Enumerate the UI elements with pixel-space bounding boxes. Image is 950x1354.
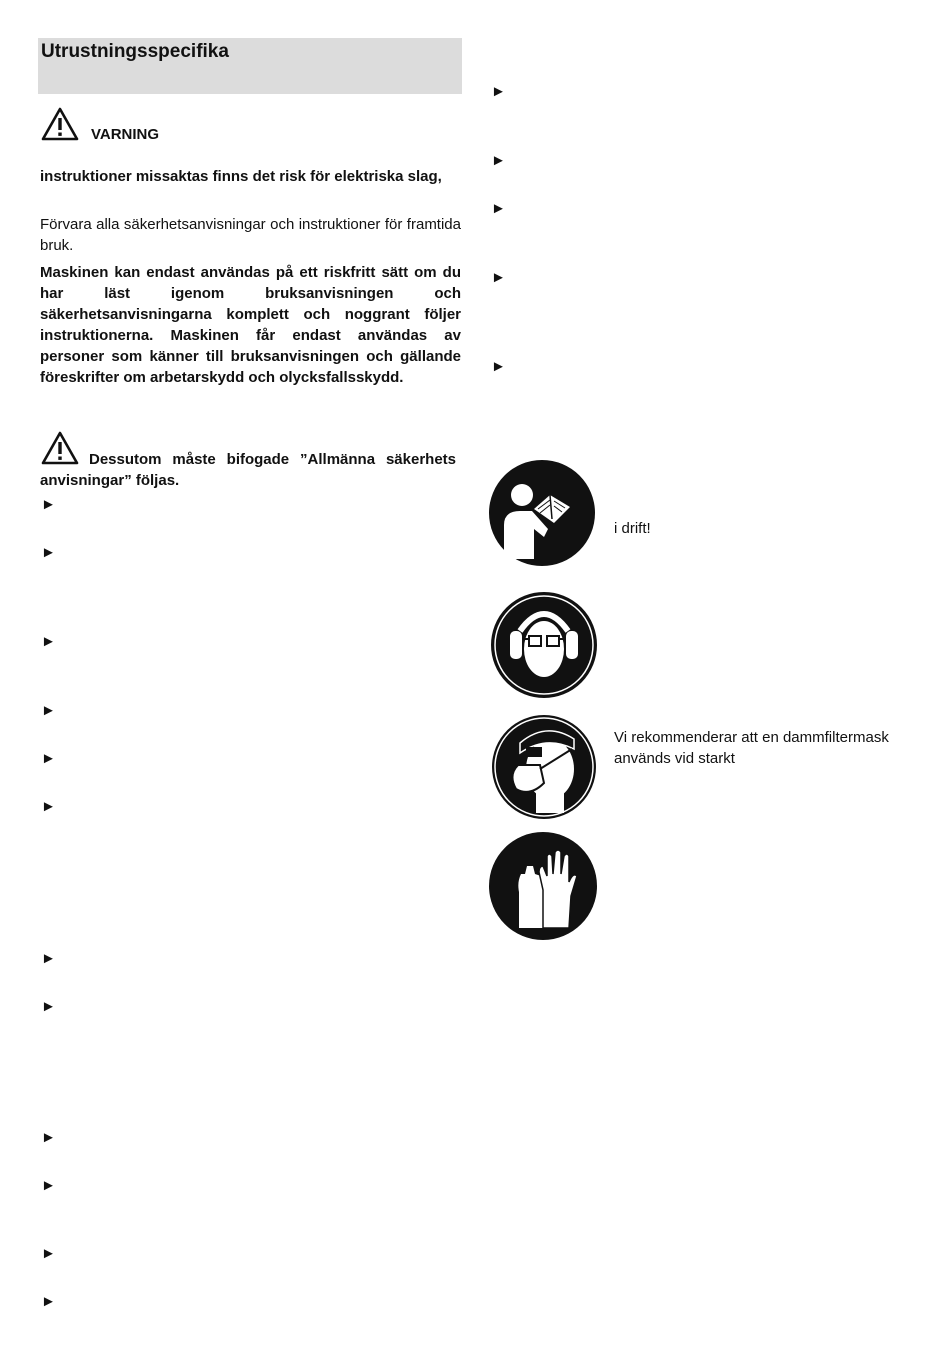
bullet-marker: ► [491,83,506,100]
dust-mask-icon [490,713,598,821]
warning-label: VARNING [91,126,160,143]
caption-dust-mask: Vi rekommenderar att en dammfiltermask används vid starkt [614,729,889,767]
eye-ear-protection-icon [490,591,598,699]
warning-triangle-icon [41,107,79,141]
bullet-marker: ► [41,544,56,561]
bullet-marker: ► [491,200,506,217]
paragraph-usage: Maskinen kan endast användas på ett riskfritt sätt om du har läst igenom bruksanvisningen och säkerhetsanvisningarna komplett och noggrant följer instruktionerna. Maskinen får endast användas av personer som känner till bruksanvisningen och gällande föreskrifter om arbetarskydd och olycksfallsskydd. [40,264,461,386]
bullet-marker: ► [491,269,506,286]
caption-manual: i drift! [614,520,651,537]
bullet-marker: ► [41,496,56,513]
section-title: Utrustningsspecifika [41,41,229,62]
bullet-marker: ► [41,998,56,1015]
gloves-icon [489,832,597,940]
section-header [38,38,462,94]
paragraph-storage: Förvara alla säkerhetsanvisningar och instruktioner för framtida bruk. [40,216,461,254]
bullet-marker: ► [41,633,56,650]
bullet-marker: ► [491,152,506,169]
bullet-marker: ► [41,1245,56,1262]
warning-text: instruktioner missaktas finns det risk för elektriska slag, [40,168,442,185]
bullet-marker: ► [41,750,56,767]
bullet-marker: ► [41,1177,56,1194]
bullet-marker: ► [41,1293,56,1310]
general-safety-note: Dessutom måste bifogade ”Allmänna säkerhets anvisningar” följas. [40,451,456,489]
bullet-marker: ► [491,358,506,375]
read-manual-icon [488,459,596,567]
bullet-marker: ► [41,1129,56,1146]
bullet-marker: ► [41,950,56,967]
bullet-marker: ► [41,702,56,719]
bullet-marker: ► [41,798,56,815]
